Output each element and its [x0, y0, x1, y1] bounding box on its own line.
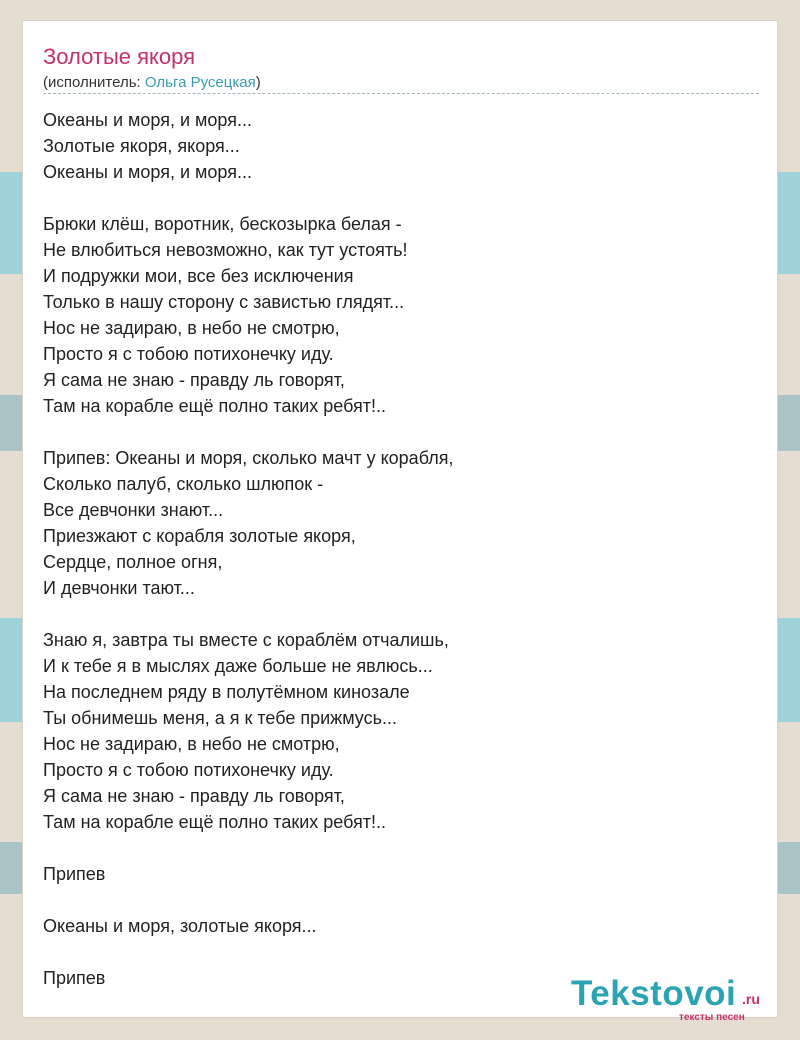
stanza-break	[43, 887, 763, 913]
lyric-line: Золотые якоря, якоря...	[43, 136, 240, 156]
lyric-line: Брюки клёш, воротник, бескозырка белая -	[43, 214, 402, 234]
lyric-line: Я сама не знаю - правду ль говорят,	[43, 786, 345, 806]
lyric-line: Сердце, полное огня,	[43, 552, 223, 572]
lyric-line: Не влюбиться невозможно, как тут устоять!	[43, 240, 408, 260]
lyric-line: Там на корабле ещё полно таких ребят!..	[43, 396, 387, 416]
lyric-line: Все девчонки знают...	[43, 500, 224, 520]
stanza-break	[43, 419, 763, 445]
lyric-line: Припев	[43, 864, 106, 884]
lyric-line: Океаны и моря, и моря...	[43, 110, 252, 130]
lyric-line: Только в нашу сторону с завистью глядят...	[43, 292, 405, 312]
stanza-break	[43, 939, 763, 965]
artist-line	[43, 73, 261, 93]
artist-suffix: )	[255, 74, 261, 91]
song-title: Золотые якоря	[43, 44, 196, 69]
lyric-line: Припев: Океаны и моря, сколько мачт у корабля,	[43, 448, 454, 468]
lyric-line: И подружки мои, все без исключения	[43, 266, 354, 286]
logo-wordmark: Tekstovoi	[571, 974, 737, 1013]
lyric-line: Знаю я, завтра ты вместе с кораблём отчалишь,	[43, 630, 449, 650]
stanza-break	[43, 185, 763, 211]
lyric-line: Приезжают с корабля золотые якоря,	[43, 526, 356, 546]
lyric-line: Сколько палуб, сколько шлюпок -	[43, 474, 324, 494]
lyric-line: Просто я с тобою потихонечку иду.	[43, 760, 334, 780]
lyric-line: Нос не задираю, в небо не смотрю,	[43, 734, 340, 754]
artist-link[interactable]: Ольга Русецкая	[144, 74, 256, 91]
lyric-line: Просто я с тобою потихонечку иду.	[43, 344, 334, 364]
lyric-line: Океаны и моря, и моря...	[43, 162, 252, 182]
title-divider	[43, 93, 759, 94]
stanza-break	[43, 601, 763, 627]
lyric-line: Припев	[43, 968, 106, 988]
lyric-line: На последнем ряду в полутёмном кинозале	[43, 682, 410, 702]
lyric-line: И девчонки тают...	[43, 578, 195, 598]
lyrics-body	[43, 107, 763, 991]
lyric-line: Я сама не знаю - правду ль говорят,	[43, 370, 345, 390]
lyric-line: Там на корабле ещё полно таких ребят!..	[43, 812, 387, 832]
site-logo[interactable]	[571, 974, 771, 1023]
artist-prefix: (исполнитель:	[43, 74, 145, 91]
lyric-line: Ты обнимешь меня, а я к тебе прижмусь...	[43, 708, 397, 728]
stanza-break	[43, 835, 763, 861]
logo-domain: .ru	[742, 991, 760, 1007]
lyric-line: И к тебе я в мыслях даже больше не явлюсь...	[43, 656, 433, 676]
logo-tagline: тексты песен	[679, 1012, 745, 1023]
lyric-line: Нос не задираю, в небо не смотрю,	[43, 318, 340, 338]
lyric-line: Океаны и моря, золотые якоря...	[43, 916, 317, 936]
lyrics-card	[22, 20, 778, 1023]
